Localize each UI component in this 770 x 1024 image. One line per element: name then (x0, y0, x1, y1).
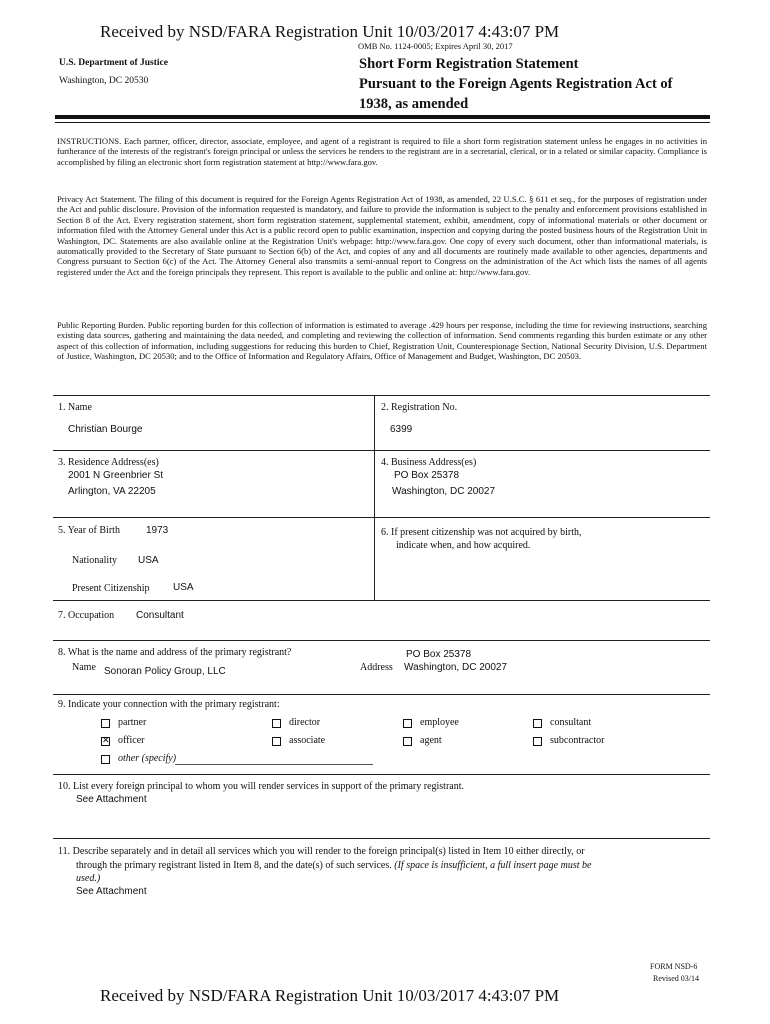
other-specify-line (175, 764, 373, 765)
connection-label: 9. Indicate your connection with the primary registrant: (58, 699, 280, 710)
title-rule-thin (55, 122, 710, 123)
checkbox-label-director: director (289, 717, 321, 728)
form-center-divider (374, 395, 375, 600)
nationality-value[interactable]: USA (138, 555, 159, 566)
row1-border (53, 450, 710, 451)
citizenship-value[interactable]: USA (173, 582, 194, 593)
stamp-prefix: Received by NSD/FARA Registration Unit (100, 986, 393, 1005)
services-question-note-1: (If space is insufficient, a full insert page must be (394, 860, 592, 871)
primary-address-line1[interactable]: PO Box 25378 (406, 649, 472, 660)
business-label: 4. Business Address(es) (381, 457, 477, 468)
form-revised: Revised 03/14 (653, 974, 699, 983)
checkbox-associate[interactable] (272, 737, 281, 746)
citizenship-label: Present Citizenship (72, 583, 150, 594)
form-title-line1: Short Form Registration Statement (359, 56, 579, 72)
business-line1[interactable]: PO Box 25378 (394, 470, 460, 481)
checkbox-label-officer: officer (118, 735, 145, 746)
occupation-value[interactable]: Consultant (136, 610, 184, 621)
citizenship-acquired-label-2: indicate when, and how acquired. (396, 540, 531, 551)
checkbox-label-employee: employee (420, 717, 459, 728)
checkbox-subcontractor[interactable] (533, 737, 542, 746)
checkbox-label-subcontractor: subcontractor (550, 735, 605, 746)
nationality-label: Nationality (72, 555, 117, 566)
checkbox-officer[interactable]: ✕ (102, 736, 110, 746)
form-number: FORM NSD-6 (650, 962, 698, 971)
year-of-birth-label: 5. Year of Birth (58, 525, 120, 536)
checkbox-partner[interactable] (101, 719, 110, 728)
row3-border (53, 600, 710, 601)
row7-border (53, 838, 710, 839)
checkbox-director[interactable] (272, 719, 281, 728)
services-question-2: through the primary registrant listed in Item 8, and the date(s) of such services. (If space is insufficient, a full insert page must be (76, 860, 592, 871)
omb-number: OMB No. 1124-0005; Expires April 30, 2017 (358, 41, 513, 51)
form-top-border (53, 395, 710, 396)
residence-line1[interactable]: 2001 N Greenbrier St (68, 470, 164, 481)
received-stamp-bottom (100, 986, 559, 1006)
primary-name-value[interactable]: Sonoran Policy Group, LLC (104, 666, 226, 677)
occupation-label: 7. Occupation (58, 610, 115, 621)
citizenship-acquired-label-1: 6. If present citizenship was not acquired by birth, (381, 527, 582, 538)
form-title-line3: 1938, as amended (359, 96, 469, 112)
department-city: Washington, DC 20530 (59, 76, 149, 86)
stamp-prefix: Received by NSD/FARA Registration Unit (100, 22, 393, 41)
row6-border (53, 774, 710, 775)
services-value[interactable]: See Attachment (76, 886, 147, 897)
residence-label: 3. Residence Address(es) (58, 457, 159, 468)
services-question-1: 11. Describe separately and in detail all services which you will render to the foreign principal(s) listed in Item 10 either directly, or (58, 846, 585, 857)
primary-registrant-question: 8. What is the name and address of the primary registrant? (58, 647, 292, 658)
stamp-date: 10/03/2017 (396, 986, 475, 1005)
services-question-note-2: used.) (76, 873, 101, 884)
stamp-date: 10/03/2017 (396, 22, 475, 41)
primary-address-label: Address (360, 662, 393, 673)
department-name: U.S. Department of Justice (59, 58, 168, 68)
stamp-time: 4:43:07 PM (478, 22, 560, 41)
form-title-line2: Pursuant to the Foreign Agents Registration Act of (359, 76, 673, 92)
checkbox-other-specify[interactable] (101, 755, 110, 764)
privacy-statement: Privacy Act Statement. The filing of this document is required for the Foreign Agents Registration Act of 1938, as amended, 22 U.S.C. § 611 et seq., for the purposes of registration under the Act and public disclosure. Provision of the information requested is mandatory, and failure to provide the information is subject to the penalty and enforcement provisions established in Section 8 of the Act. Every registration statement, short form registration statement, supplemental statement, exhibit, amendment, copy of informational materials or other document or information filed with the Attorney General under this Act is a public record open to public examination, inspection and copying during the posted business hours of the Registration Unit in Washington, DC. Statements are also available online at the Registration Unit's webpage: http://www.fara.gov. One copy of every such document, other than informational materials, is automatically provided to the Secretary of State pursuant to Section 6(b) of the Act, and copies of any and all documents are routinely made available to other agencies, departments and Congress pursuant to Section 6(c) of the Act. The Attorney General also transmits a semi-annual report to Congress on the administration of the Act which lists the names of all agents registered under the Act and the foreign principals they represent. This report is available to the public and online at: http://www.fara.gov. (57, 194, 707, 277)
checkbox-label-consultant: consultant (550, 717, 592, 728)
name-value[interactable]: Christian Bourge (68, 424, 143, 435)
year-of-birth-value[interactable]: 1973 (146, 525, 169, 536)
row4-border (53, 640, 710, 641)
checkbox-label-associate: associate (289, 735, 326, 746)
row5-border (53, 694, 710, 695)
name-label: 1. Name (58, 402, 92, 413)
registration-number-value[interactable]: 6399 (390, 424, 413, 435)
title-rule-thick (55, 115, 710, 119)
stamp-time: 4:43:07 PM (478, 986, 560, 1005)
checkbox-label-other-specify: other (specify) (118, 753, 177, 764)
foreign-principal-question: 10. List every foreign principal to whom you will render services in support of the primary registrant. (58, 781, 465, 792)
residence-line2[interactable]: Arlington, VA 22205 (68, 486, 156, 497)
checkbox-label-agent: agent (420, 735, 442, 746)
business-line2[interactable]: Washington, DC 20027 (392, 486, 496, 497)
foreign-principal-value[interactable]: See Attachment (76, 794, 147, 805)
received-stamp-top (100, 22, 559, 42)
instructions-text: INSTRUCTIONS. Each partner, officer, director, associate, employee, and agent of a registrant is required to file a short form registration statement unless he engages in no activities in furtherance of the interests of the registrant's foreign principal or unless the services he renders to the registrant are in a secretarial, clerical, or in a related or similar capacity. Compliance is accomplished by filing an electronic short form registration statement at http://www.fara.gov. (57, 136, 707, 167)
form-title (359, 54, 719, 114)
checkbox-label-partner: partner (118, 717, 147, 728)
checkbox-consultant[interactable] (533, 719, 542, 728)
burden-statement: Public Reporting Burden. Public reporting burden for this collection of information is estimated to average .429 hours per response, including the time for reviewing instructions, searching existing data sources, gathering and maintaining the data needed, and completing and reviewing the collection of information. Send comments regarding this burden estimate or any other aspect of this collection of information, including suggestions for reducing this burden to Chief, Registration Unit, Counterespionage Section, National Security Division, U.S. Department of Justice, Washington, DC 20530; and to the Office of Information and Regulatory Affairs, Office of Management and Budget, Washington, DC 20503. (57, 320, 707, 362)
checkbox-employee[interactable] (403, 719, 412, 728)
registration-number-label: 2. Registration No. (381, 402, 458, 413)
primary-name-label: Name (72, 662, 96, 673)
primary-address-line2[interactable]: Washington, DC 20027 (404, 662, 508, 673)
checkbox-agent[interactable] (403, 737, 412, 746)
row2-border (53, 517, 710, 518)
